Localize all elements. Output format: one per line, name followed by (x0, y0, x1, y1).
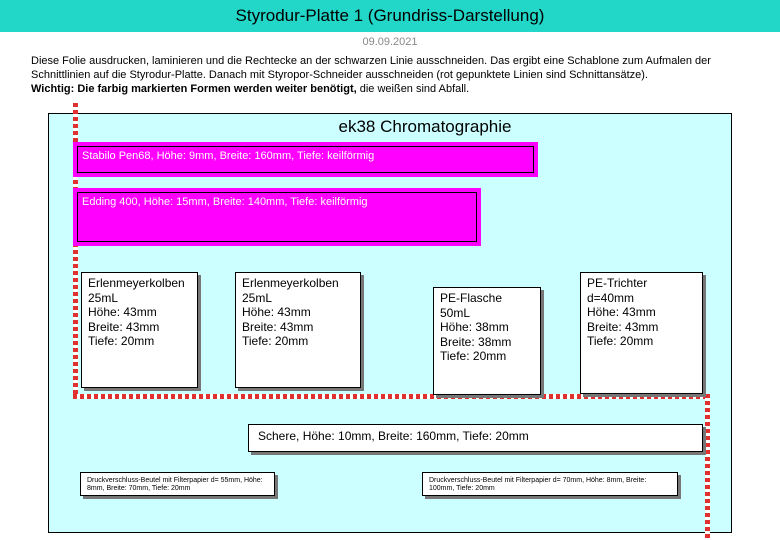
edding-label: Edding 400, Höhe: 15mm, Breite: 140mm, Tiefe: keilförmig (77, 192, 477, 242)
page-title-bar (0, 0, 780, 32)
instructions (31, 54, 751, 96)
instructions-rest: die weißen sind Abfall. (356, 83, 470, 95)
cut-line-horizontal (73, 394, 710, 399)
pe-flasche-box: PE-Flasche 50mL Höhe: 38mm Breite: 38mm Tiefe: 20mm (433, 287, 541, 395)
edding-shape (73, 188, 481, 246)
scissors-box: Schere, Höhe: 10mm, Breite: 160mm, Tiefe: 20mm (248, 424, 703, 452)
page-title: Styrodur-Platte 1 (Grundriss-Darstellung) (235, 6, 545, 25)
stabilo-pen-shape (73, 142, 538, 177)
instructions-important: Wichtig: Die farbig markierten Formen werden weiter benötigt, (31, 83, 357, 95)
date: 09.09.2021 (362, 36, 418, 48)
erlenmeyer-box-2: Erlenmeyerkolben 25mL Höhe: 43mm Breite: 43mm Tiefe: 20mm (235, 272, 361, 388)
erlenmeyer-box-1: Erlenmeyerkolben 25mL Höhe: 43mm Breite: 43mm Tiefe: 20mm (81, 272, 198, 388)
cut-line-vertical-right (705, 394, 710, 538)
panel-title: ek38 Chromatographie (338, 117, 512, 136)
pe-trichter-box: PE-Trichter d=40mm Höhe: 43mm Breite: 43mm Tiefe: 20mm (580, 272, 703, 394)
instructions-text: Diese Folie ausdrucken, laminieren und die Rechtecke an der schwarzen Linie ausschneiden. Das ergibt eine Schablone zum Aufmalen der Schnittlinien auf die Styrodur-Platte. Danach mit Styropor-Schneider ausschneiden (rot gepunktete Linien sind Schnittansätze). (31, 55, 711, 81)
stabilo-pen-label: Stabilo Pen68, Höhe: 9mm, Breite: 160mm, Tiefe: keilförmig (77, 146, 534, 173)
bag-box-2: Druckverschluss-Beutel mit Filterpapier d= 70mm, Höhe: 8mm, Breite: 100mm, Tiefe: 20mm (422, 472, 678, 496)
bag-box-1: Druckverschluss-Beutel mit Filterpapier d= 55mm, Höhe: 8mm, Breite: 70mm, Tiefe: 20mm (80, 472, 275, 496)
